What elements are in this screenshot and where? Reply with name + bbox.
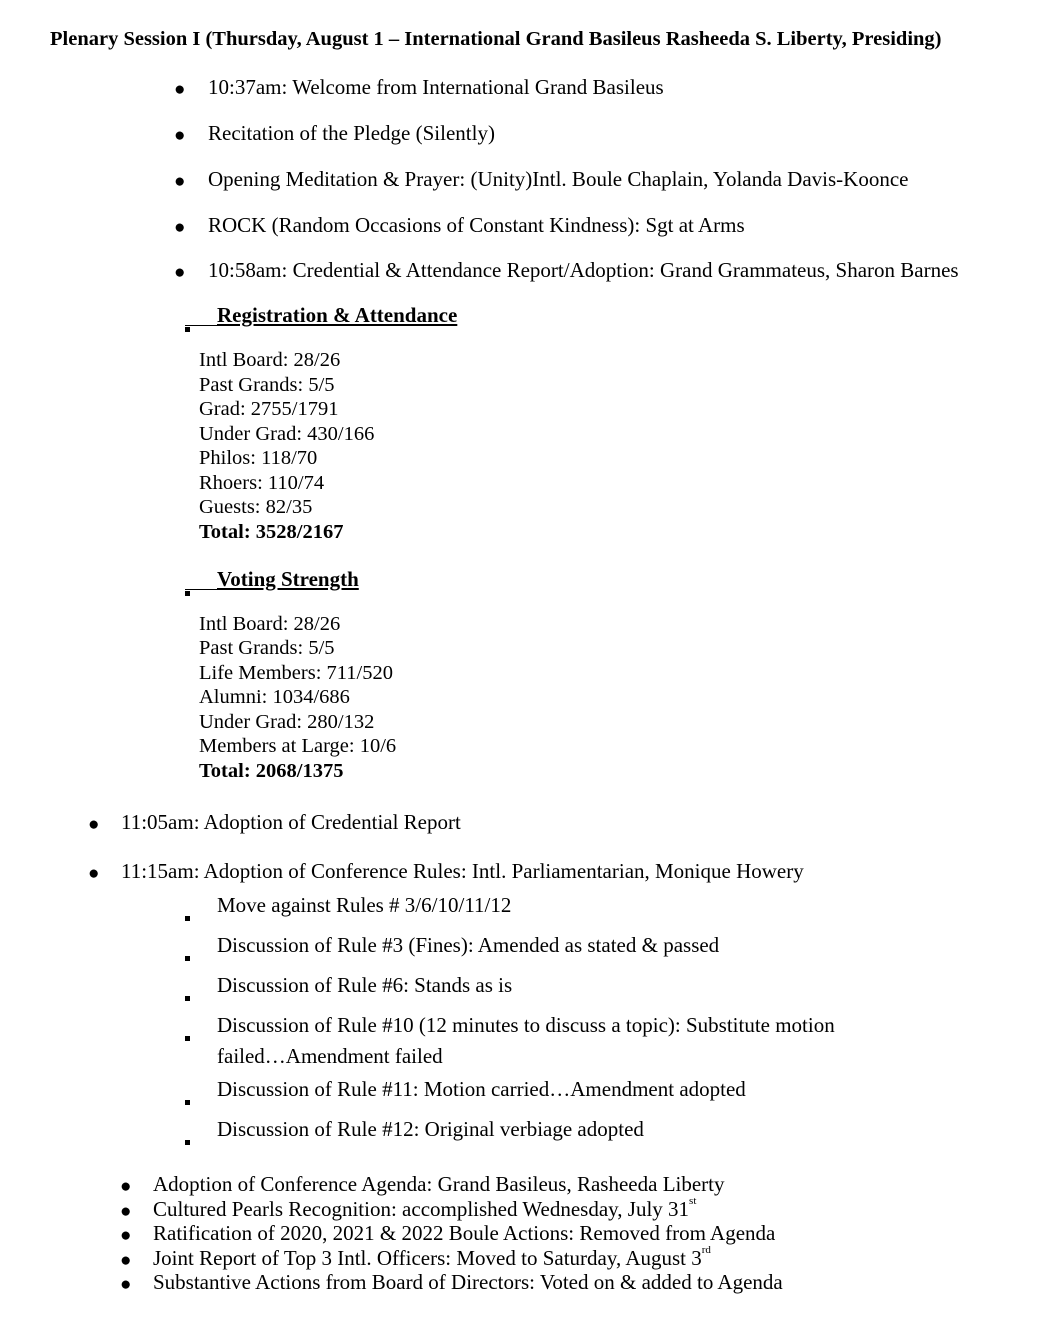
registration-line: Rhoers: 110/74 bbox=[199, 472, 325, 494]
rules-subitem-continuation: failed…Amendment failed bbox=[217, 1044, 443, 1068]
bullet-icon: ● bbox=[174, 79, 186, 100]
bullet-icon: ● bbox=[174, 171, 186, 192]
square-bullet-icon bbox=[185, 1022, 190, 1047]
list-item: Ratification of 2020, 2021 & 2022 Boule Actions: Removed from Agenda bbox=[153, 1221, 776, 1245]
registration-heading: Registration & Attendance bbox=[217, 303, 458, 327]
registration-line: Past Grands: 5/5 bbox=[199, 374, 335, 396]
rules-subitem: Discussion of Rule #12: Original verbiage adopted bbox=[217, 1117, 644, 1141]
bullet-icon: ● bbox=[174, 262, 186, 283]
list-item: Adoption of Conference Agenda: Grand Basileus, Rasheeda Liberty bbox=[153, 1172, 725, 1196]
voting-line: Past Grands: 5/5 bbox=[199, 637, 335, 659]
bullet-icon: ● bbox=[174, 125, 186, 146]
voting-line: Under Grad: 280/132 bbox=[199, 711, 375, 733]
list-item: Opening Meditation & Prayer: (Unity)Intl. Boule Chaplain, Yolanda Davis-Koonce bbox=[208, 167, 909, 191]
registration-line: Under Grad: 430/166 bbox=[199, 423, 375, 445]
rules-subitem: Discussion of Rule #6: Stands as is bbox=[217, 973, 513, 997]
bullet-icon: ● bbox=[174, 217, 186, 238]
bullet-icon: ● bbox=[120, 1176, 132, 1197]
registration-line: Grad: 2755/1791 bbox=[199, 398, 339, 420]
bullet-icon: ● bbox=[88, 814, 100, 835]
registration-total: Total: 3528/2167 bbox=[199, 521, 344, 543]
registration-line: Philos: 118/70 bbox=[199, 447, 318, 469]
list-item: 11:05am: Adoption of Credential Report bbox=[121, 810, 461, 834]
rules-subitem: Discussion of Rule #3 (Fines): Amended as stated & passed bbox=[217, 933, 720, 957]
bullet-icon: ● bbox=[120, 1274, 132, 1295]
square-bullet-icon bbox=[185, 1126, 190, 1151]
list-item: Substantive Actions from Board of Directors: Voted on & added to Agenda bbox=[153, 1270, 783, 1294]
rules-subitem: Move against Rules # 3/6/10/11/12 bbox=[217, 893, 512, 917]
voting-line: Intl Board: 28/26 bbox=[199, 613, 341, 635]
voting-heading: Voting Strength bbox=[217, 567, 359, 591]
square-bullet-icon bbox=[185, 942, 190, 967]
square-bullet-icon bbox=[185, 1086, 190, 1111]
list-item: 10:58am: Credential & Attendance Report/Adoption: Grand Grammateus, Sharon Barnes bbox=[208, 258, 959, 282]
voting-line: Alumni: 1034/686 bbox=[199, 686, 350, 708]
registration-line: Intl Board: 28/26 bbox=[199, 349, 341, 371]
list-item: Cultured Pearls Recognition: accomplished Wednesday, July 31st bbox=[153, 1195, 697, 1221]
bullet-icon: ● bbox=[120, 1201, 132, 1222]
page-title: Plenary Session I (Thursday, August 1 – International Grand Basileus Rasheeda S. Liberty, Presiding) bbox=[50, 28, 942, 50]
bullet-icon: ● bbox=[120, 1225, 132, 1246]
list-item: 10:37am: Welcome from International Grand Basileus bbox=[208, 75, 664, 99]
list-item: ROCK (Random Occasions of Constant Kindness): Sgt at Arms bbox=[208, 213, 745, 237]
list-item: Recitation of the Pledge (Silently) bbox=[208, 121, 495, 145]
square-bullet-icon bbox=[185, 982, 190, 1007]
voting-line: Members at Large: 10/6 bbox=[199, 735, 397, 757]
bullet-icon: ● bbox=[120, 1250, 132, 1271]
heading-underline bbox=[185, 303, 217, 326]
list-item: Joint Report of Top 3 Intl. Officers: Moved to Saturday, August 3rd bbox=[153, 1244, 711, 1270]
rules-subitem: Discussion of Rule #10 (12 minutes to discuss a topic): Substitute motion bbox=[217, 1013, 835, 1037]
heading-underline bbox=[185, 567, 217, 590]
registration-line: Guests: 82/35 bbox=[199, 496, 313, 518]
list-item: 11:15am: Adoption of Conference Rules: Intl. Parliamentarian, Monique Howery bbox=[121, 859, 804, 883]
voting-line: Life Members: 711/520 bbox=[199, 662, 393, 684]
voting-total: Total: 2068/1375 bbox=[199, 760, 344, 782]
square-bullet-icon bbox=[185, 902, 190, 927]
bullet-icon: ● bbox=[88, 863, 100, 884]
rules-subitem: Discussion of Rule #11: Motion carried…Amendment adopted bbox=[217, 1077, 746, 1101]
